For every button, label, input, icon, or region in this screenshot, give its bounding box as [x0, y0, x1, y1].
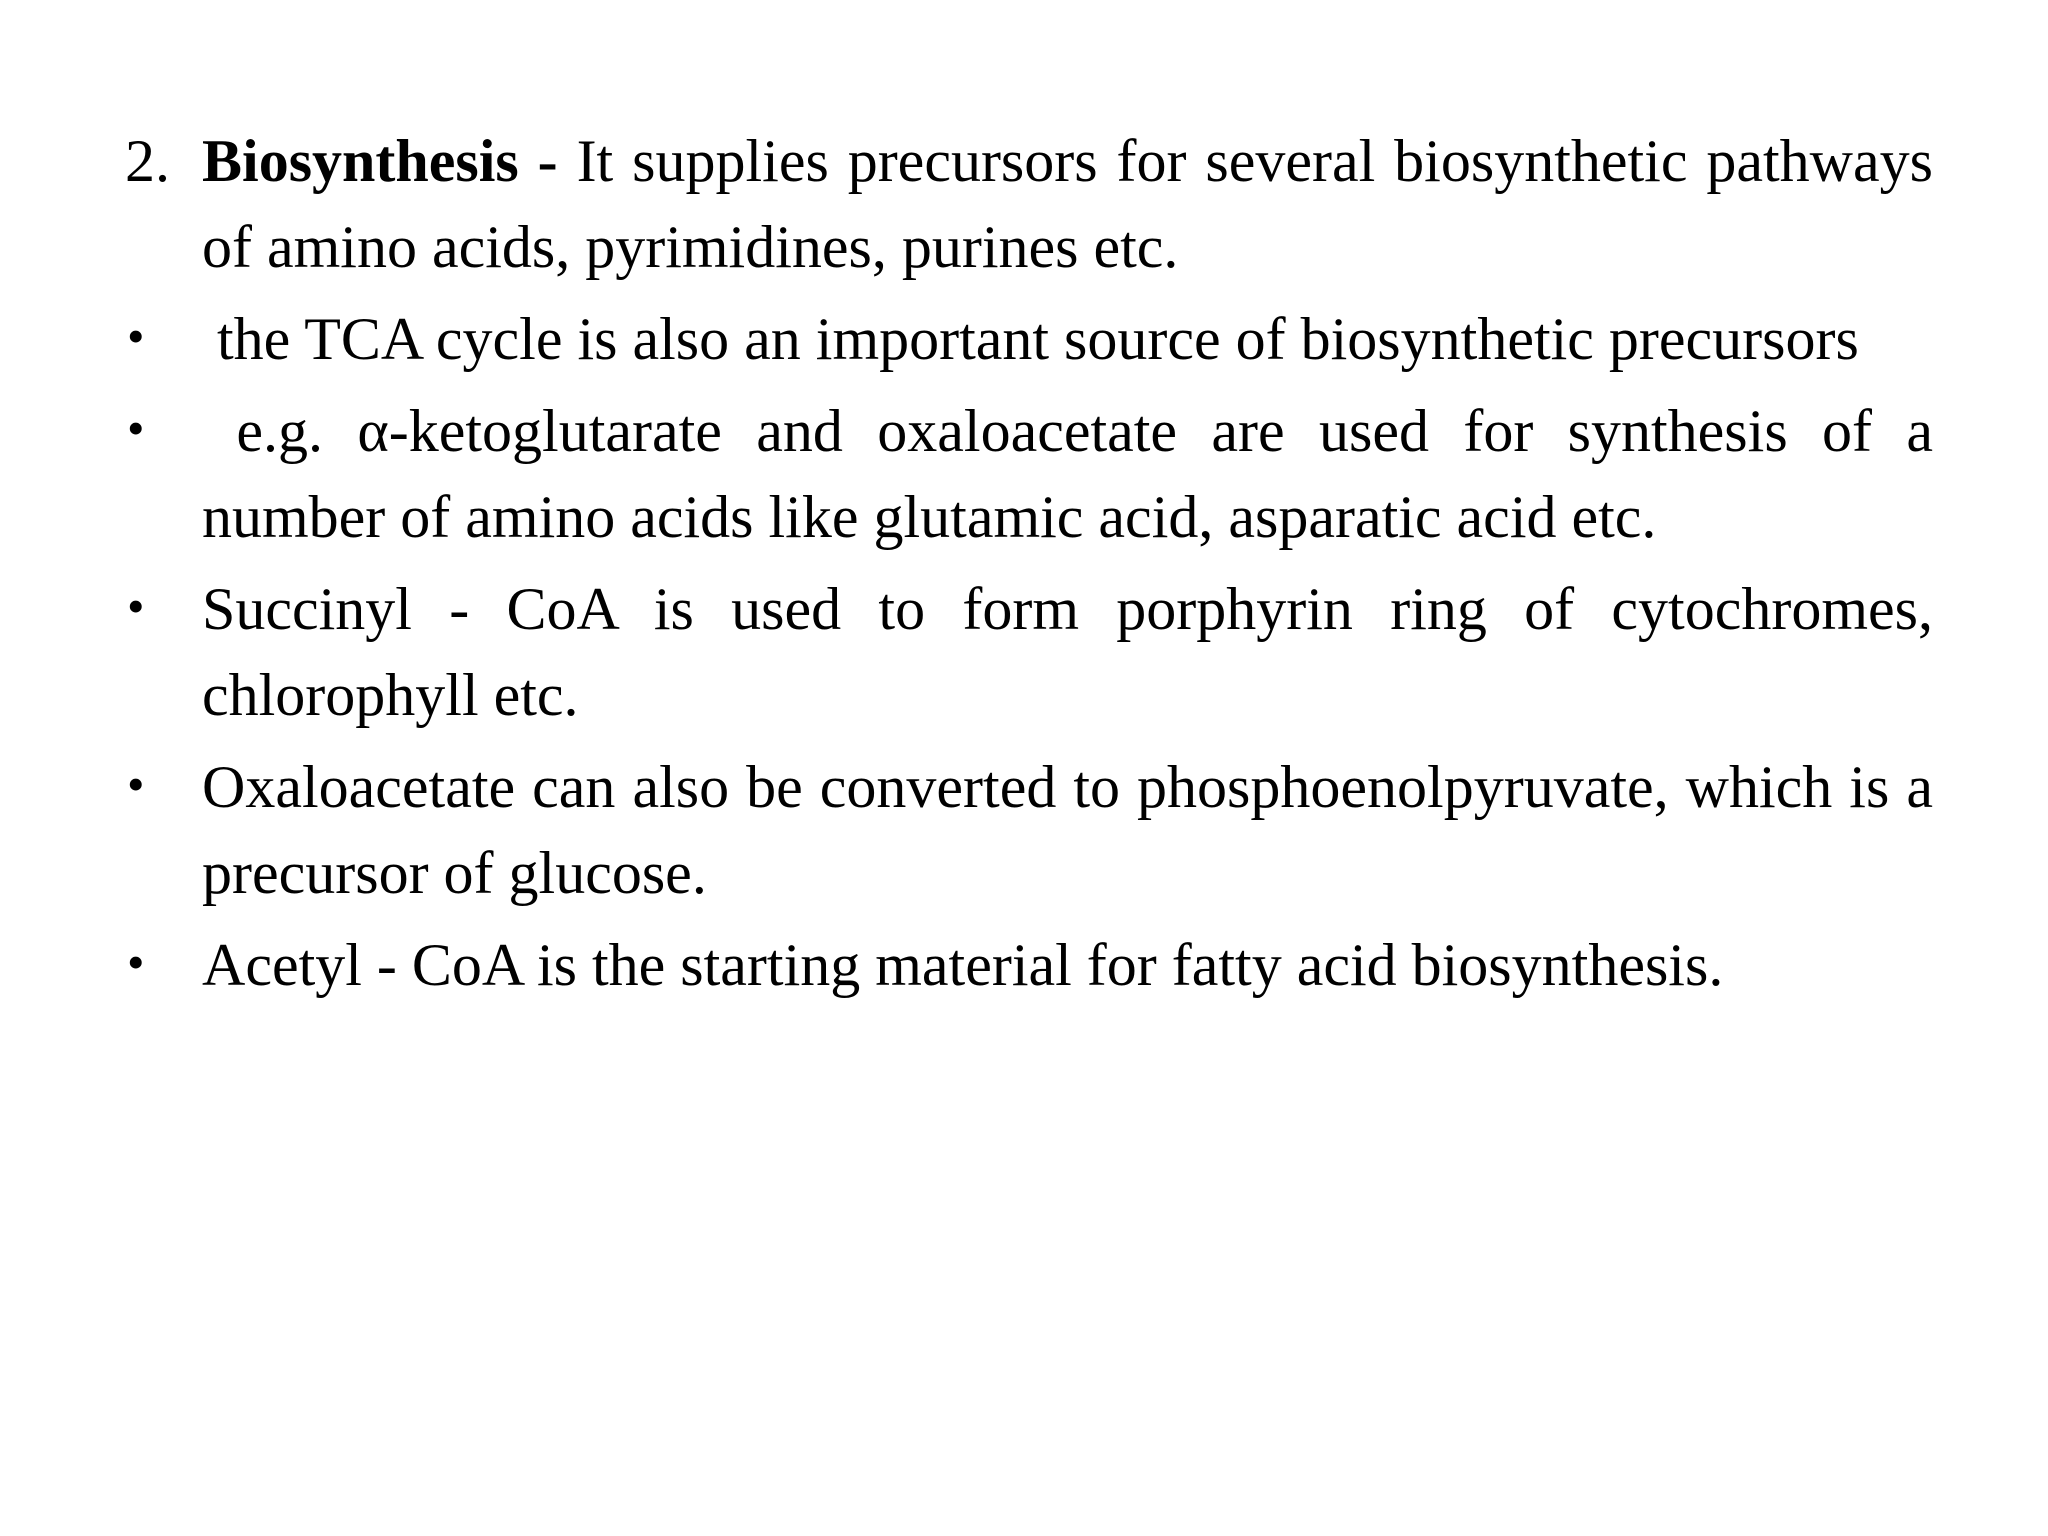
- numbered-item-text: It supplies precursors for several biosynthetic pathways of amino acids, pyrimidines, purines etc.: [202, 128, 1933, 280]
- bullet-icon: •: [127, 934, 145, 990]
- bullet-item-tca-cycle: [125, 296, 1933, 382]
- bullet-text: e.g. α-ketoglutarate and oxaloacetate are used for synthesis of a number of amino acids like glutamic acid, asparatic acid etc.: [202, 398, 1933, 550]
- bullet-item-oxaloacetate: [125, 744, 1933, 916]
- list-number: 2.: [125, 128, 170, 194]
- bullet-item-ketoglutarate: [125, 388, 1933, 560]
- bullet-text: Acetyl - CoA is the starting material for fatty acid biosynthesis.: [202, 932, 1724, 998]
- numbered-item-biosynthesis: [125, 118, 1933, 290]
- slide-content: [125, 118, 1933, 1014]
- bullet-icon: •: [127, 308, 145, 364]
- bullet-icon: •: [127, 400, 145, 456]
- bullet-icon: •: [127, 578, 145, 634]
- bullet-text: Oxaloacetate can also be converted to phosphoenolpyruvate, which is a precursor of glucose.: [202, 754, 1933, 906]
- term-biosynthesis: Biosynthesis -: [202, 128, 558, 194]
- bullet-item-succinyl-coa: [125, 566, 1933, 738]
- bullet-icon: •: [127, 756, 145, 812]
- bullet-text: Succinyl - CoA is used to form porphyrin ring of cytochromes, chlorophyll etc.: [202, 576, 1933, 728]
- bullet-text: the TCA cycle is also an important source of biosynthetic precursors: [202, 306, 1859, 372]
- bullet-item-acetyl-coa: [125, 922, 1933, 1008]
